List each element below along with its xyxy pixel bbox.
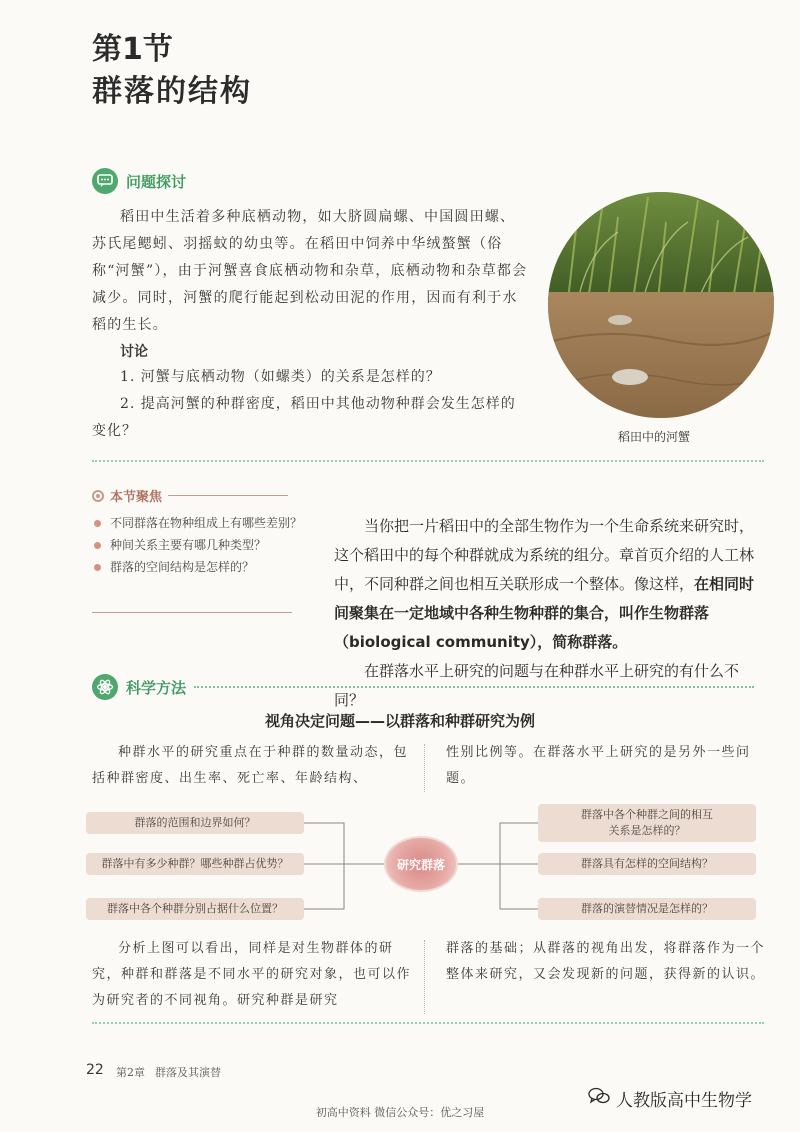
page-title [92, 30, 252, 114]
method-bottom-right: 群落的基础；从群落的视角出发，将群落作为一个整体来研究，又会发现新的问题，获得新的认识。 [446, 941, 766, 982]
footer-note: 初高中资料 微信公众号：优之习屋 [315, 1106, 485, 1119]
focus-item: 不同群落在物种组成上有哪些差别？ [92, 512, 302, 534]
photo-caption: 稻田中的河蟹 [618, 430, 691, 444]
question-box-left-2: 群落中有多少种群？哪些种群占优势？ [86, 853, 304, 875]
focus-label: 本节聚焦 [110, 490, 163, 505]
focus-header [92, 486, 288, 505]
focus-rule [168, 495, 288, 496]
problem-header [92, 168, 186, 194]
chapter-number: 第2章 [116, 1066, 145, 1079]
discuss-questions [92, 364, 530, 445]
section-name: 群落的结构 [92, 74, 252, 109]
method-bottom-divider [92, 1022, 764, 1024]
section-divider [92, 460, 764, 462]
method-rule [194, 686, 754, 688]
question-1: 1. 河蟹与底栖动物（如螺类）的关系是怎样的？ [120, 369, 441, 385]
study-community-node: 研究群落 [384, 836, 458, 892]
main-question: 在群落水平上研究的问题与在种群水平上研究的有什么不同？ [334, 662, 740, 709]
method-heading: 视角决定问题——以群落和种群研究为例 [264, 712, 535, 730]
crab-rice-field-photo [548, 192, 774, 418]
atom-icon [92, 674, 118, 700]
method-right-text: 性别比例等。在群落水平上研究的是另外一些问题。 [446, 745, 751, 786]
method-left-text: 种群水平的研究重点在于种群的数量动态，包括种群密度、出生率、死亡率、年龄结构、 [92, 745, 409, 786]
column-separator [424, 940, 425, 1014]
question-box-left-3: 群落中各个种群分别占据什么位置？ [86, 898, 304, 920]
question-2: 2. 提高河蟹的种群密度，稻田中其他动物种群会发生怎样的变化？ [92, 396, 516, 439]
focus-item: 群落的空间结构是怎样的？ [92, 556, 302, 578]
question-box-left-1: 群落的范围和边界如何？ [86, 812, 304, 834]
chapter-title: 群落及其演替 [155, 1066, 221, 1079]
community-definition: 在相同时间聚集在一定地域中各种生物种群的集合，叫作生物群落（biological community），简称群落。 [334, 575, 755, 651]
research-diagram [0, 796, 800, 930]
discuss-label: 讨论 [120, 344, 148, 360]
question-box-right-1: 群落中各个种群之间的相互关系是怎样的？ [538, 804, 756, 842]
problem-paragraph: 稻田中生活着多种底栖动物，如大脐圆扁螺、中国圆田螺、苏氏尾鳃蚓、羽摇蚊的幼虫等。在稻田中饲养中华绒螯蟹（俗称“河蟹”），由于河蟹喜食底栖动物和杂草，底栖动物和杂草都会减少。同时，河蟹的爬行能起到松动田泥的作用，因而有利于水稻的生长。 [92, 209, 528, 333]
focus-item: 种间关系主要有哪几种类型？ [92, 534, 302, 556]
method-bottom-left: 分析上图可以看出，同样是对生物群体的研究，种群和群落是不同水平的研究对象，也可以作为研究者的不同视角。研究种群是研究 [92, 941, 412, 1008]
column-separator [424, 744, 425, 792]
focus-bottom-rule [92, 612, 292, 613]
section-number: 第1节 [92, 32, 173, 67]
method-label: 科学方法 [126, 678, 187, 697]
watermark-text: 人教版高中生物学 [616, 1091, 752, 1111]
question-box-right-3: 群落的演替情况是怎样的？ [538, 898, 756, 920]
page-number: 22 [86, 1062, 104, 1078]
method-header [92, 674, 754, 700]
chapter-footer [116, 1064, 231, 1080]
question-box-right-2: 群落具有怎样的空间结构？ [538, 853, 756, 875]
chat-bubble-icon [92, 168, 118, 194]
main-text: 当你把一片稻田中的全部生物作为一个生命系统来研究时，这个稻田中的每个种群就成为系统的组分。章首页介绍的人工林中，不同种群之间也相互关联形成一个整体。像这样，在相同时间聚集在一定地域中各种生物种群的集合，叫作生物群落（biological community），简称群落。 在群落水平上研究的问题与在种群水平上研究的有什么不同？ [334, 512, 760, 715]
focus-list [92, 512, 302, 578]
problem-label: 问题探讨 [126, 172, 187, 191]
focus-target-icon [92, 490, 104, 502]
